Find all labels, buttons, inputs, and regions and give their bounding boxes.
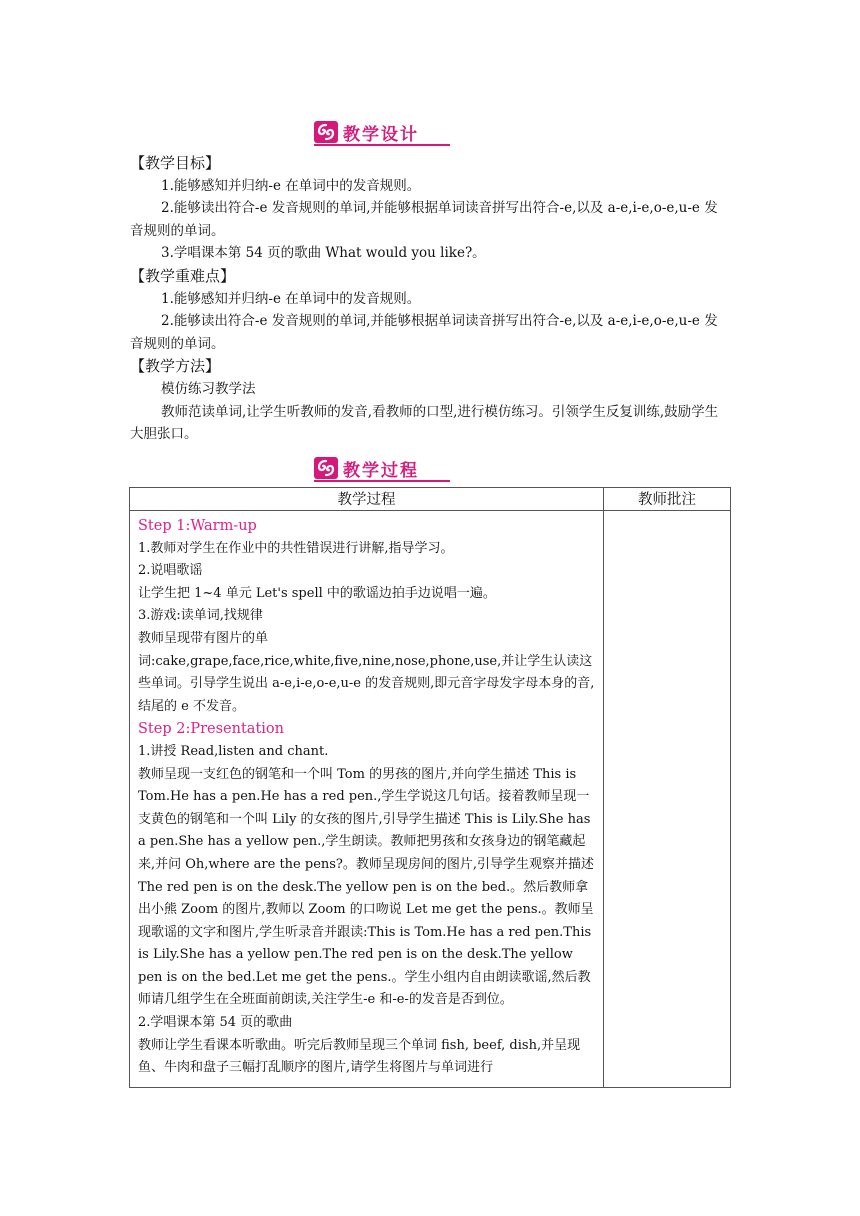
step-2-line: 教师让学生看课本听歌曲。听完后教师呈现三个单词 fish, beef, dish,并呈现鱼、牛肉和盘子三幅打乱顺序的图片,请学生将图片与单词进行 xyxy=(138,1037,581,1076)
step-2-line: 2.学唱课本第 54 页的歌曲 xyxy=(138,1015,293,1031)
step-1-line: 教师呈现带有图片的单词:cake,grape,face,rice,white,five,nine,nose,phone,use,并让学生认读这些单词。引导学生说出 a-e,i-e,o-e,u-e 的发音规则,即元音字母发字母本身的音,结尾的 e 不发音。 xyxy=(138,630,595,714)
header-process: 教学过程 xyxy=(130,488,604,511)
banner-title: 教学过程 xyxy=(343,460,419,481)
step-1-line: 3.游戏:读单词,找规律 xyxy=(138,608,263,624)
key-point-item-1: 1.能够感知并归纳-e 在单词中的发音规则。 xyxy=(161,290,421,307)
key-points-heading: 【教学重难点】 xyxy=(130,266,236,285)
methods-heading: 【教学方法】 xyxy=(130,357,221,376)
step-1-line: 让学生把 1~4 单元 Let's spell 中的歌谣边拍手边说唱一遍。 xyxy=(138,585,496,601)
teacher-notes-cell xyxy=(604,511,731,1088)
step-2-heading: Step 2:Presentation xyxy=(138,721,284,738)
spiral-logo-icon xyxy=(314,457,338,479)
teaching-design-section xyxy=(130,152,730,446)
table-header-row xyxy=(130,488,731,511)
goal-item-3: 3.学唱课本第 54 页的歌曲 What would you like?。 xyxy=(161,245,486,262)
process-cell xyxy=(130,511,604,1088)
banner-teaching-process xyxy=(314,454,450,482)
banner-teaching-design xyxy=(314,118,450,146)
step-2-line: 教师呈现一支红色的钢笔和一个叫 Tom 的男孩的图片,并向学生描述 This is Tom.He has a pen.He has a red pen.,学生学说这几句话。接着教师呈现一支黄色的钢笔和一个叫 Lily 的女孩的图片,引导学生描述 This is Lily.She has a pen.She has a yellow pen.,学生朗读。教师把男孩和女孩身边的钢笔藏起来,并问 Oh,where are the pens?。教师呈现房间的图片,引导学生观察并描述 The red pen is on the desk.The yellow pen is on the bed.。然后教师拿出小熊 Zoom 的图片,教师以 Zoom 的口吻说 Let me get the pens.。教师呈现歌谣的文字和图片,学生听录音并跟读:This is Tom.He has a red pen.This is Lily.She has a yellow pen.The red pen is on the desk.The yellow pen is on the bed.Let me get the pens.。学生小组内自由朗读歌谣,然后教师请几组学生在全班面前朗读,关注学生-e 和-e-的发音是否到位。 xyxy=(138,766,595,1008)
method-name: 模仿练习教学法 xyxy=(161,380,256,397)
banner-title: 教学设计 xyxy=(343,124,419,145)
key-point-item-2: 2.能够读出符合-e 发音规则的单词,并能够根据单词读音拼写出符合-e,以及 a-e,i-e,o-e,u-e 发音规则的单词。 xyxy=(130,313,718,352)
step-1-line: 1.教师对学生在作业中的共性错误进行讲解,指导学习。 xyxy=(138,540,454,556)
method-description: 教师范读单词,让学生听教师的发音,看教师的口型,进行模仿练习。引领学生反复训练,鼓励学生大胆张口。 xyxy=(130,403,719,443)
spiral-logo-icon xyxy=(314,121,338,143)
step-1-heading: Step 1:Warm-up xyxy=(138,518,257,534)
table-row xyxy=(130,511,731,1088)
step-2-line: 1.讲授 Read,listen and chant. xyxy=(138,743,329,759)
step-1-line: 2.说唱歌谣 xyxy=(138,563,203,579)
header-teacher-notes: 教师批注 xyxy=(604,488,731,511)
goal-item-2: 2.能够读出符合-e 发音规则的单词,并能够根据单词读音拼写出符合-e,以及 a-e,i-e,o-e,u-e 发音规则的单词。 xyxy=(130,200,718,239)
goal-item-1: 1.能够感知并归纳-e 在单词中的发音规则。 xyxy=(161,177,421,194)
banner-underline xyxy=(314,144,450,146)
banner-underline xyxy=(314,480,450,482)
teaching-process-table xyxy=(129,487,731,1088)
goals-heading: 【教学目标】 xyxy=(130,154,221,172)
